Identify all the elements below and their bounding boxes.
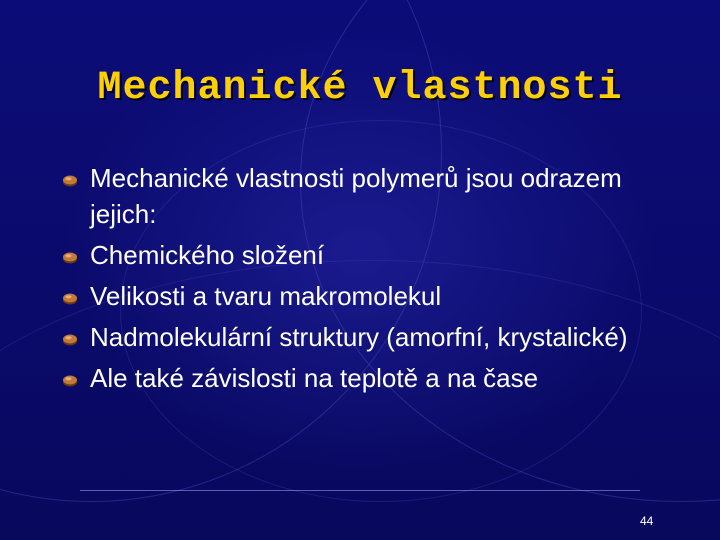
bullet-text: Chemického složení [90, 240, 325, 270]
slide-title: Mechanické vlastnosti [97, 66, 623, 111]
bullet-icon [62, 172, 78, 188]
bullet-text: Velikosti a tvaru makromolekul [90, 281, 442, 311]
bullet-icon [62, 372, 78, 388]
bullet-icon [62, 290, 78, 306]
bullet-item [62, 160, 662, 232]
bullet-icon [62, 249, 78, 265]
page-number: 44 [640, 514, 654, 528]
bullet-item [62, 360, 662, 396]
footer-divider [80, 490, 640, 491]
bullet-text: Mechanické vlastnosti polymerů jsou odrazem jejich: [90, 163, 622, 229]
bullet-list [62, 160, 662, 401]
bullet-item [62, 278, 662, 314]
bullet-text: Ale také závislosti na teplotě a na čase [90, 363, 539, 393]
bullet-item [62, 237, 662, 273]
bullet-icon [62, 331, 78, 347]
bullet-item [62, 319, 662, 355]
bullet-text: Nadmolekulární struktury (amorfní, krystalické) [90, 322, 628, 352]
